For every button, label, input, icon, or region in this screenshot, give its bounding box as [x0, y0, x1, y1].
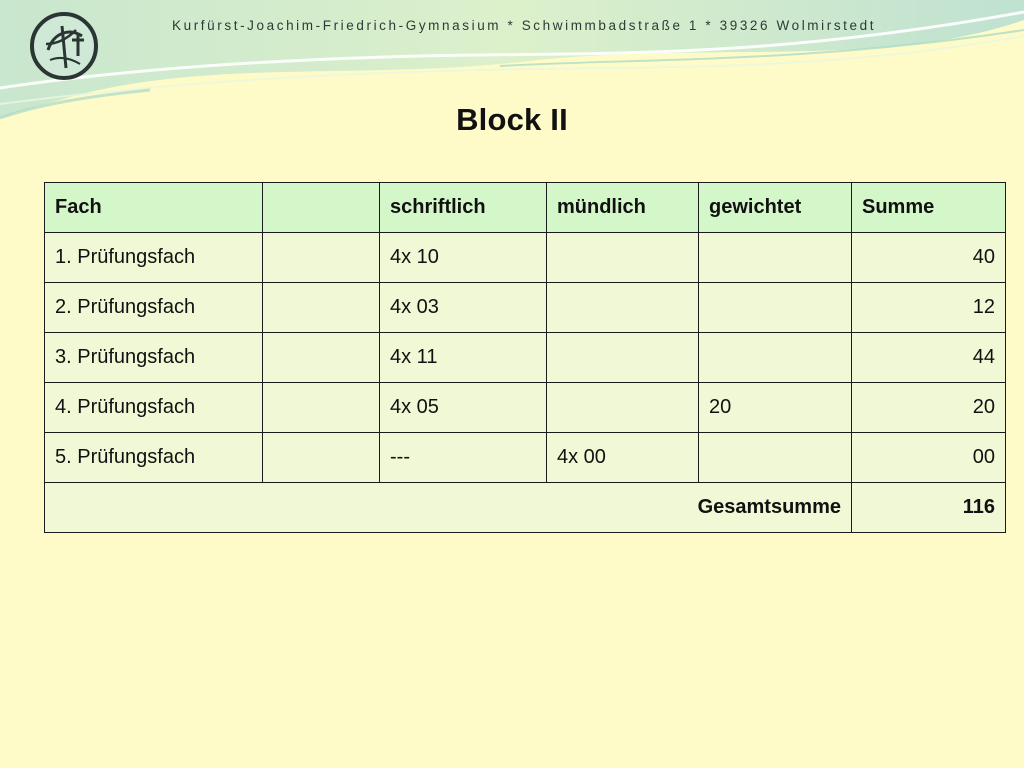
cell-gewichtet	[699, 283, 852, 333]
column-header-muendlich: mündlich	[547, 183, 699, 233]
cell-muendlich: 4x 00	[547, 433, 699, 483]
cell-schriftlich: 4x 10	[380, 233, 547, 283]
cell-muendlich	[547, 283, 699, 333]
cell-extra	[263, 433, 380, 483]
cell-summe: 44	[852, 333, 1006, 383]
cell-extra	[263, 383, 380, 433]
column-header-gewichtet: gewichtet	[699, 183, 852, 233]
cell-muendlich	[547, 383, 699, 433]
cell-fach: 3. Prüfungsfach	[45, 333, 263, 383]
column-header-schriftlich: schriftlich	[380, 183, 547, 233]
column-header-fach: Fach	[45, 183, 263, 233]
page-title: Block II	[456, 102, 568, 137]
cell-gewichtet	[699, 433, 852, 483]
column-header-blank	[263, 183, 380, 233]
cell-schriftlich: 4x 05	[380, 383, 547, 433]
total-row	[45, 483, 1006, 533]
school-address-line: Kurfürst-Joachim-Friedrich-Gymnasium * Schwimmbadstraße 1 * 39326 Wolmirstedt	[172, 18, 877, 33]
cell-summe: 00	[852, 433, 1006, 483]
column-header-summe: Summe	[852, 183, 1006, 233]
cell-gewichtet	[699, 333, 852, 383]
cell-schriftlich: 4x 03	[380, 283, 547, 333]
cell-muendlich	[547, 233, 699, 283]
cell-summe: 20	[852, 383, 1006, 433]
cell-extra	[263, 283, 380, 333]
cell-extra	[263, 233, 380, 283]
total-value: 116	[852, 483, 1006, 533]
total-label: Gesamtsumme	[45, 483, 852, 533]
cell-muendlich	[547, 333, 699, 383]
cell-schriftlich: 4x 11	[380, 333, 547, 383]
table-row	[45, 383, 1006, 433]
school-logo	[26, 10, 102, 82]
table-row	[45, 233, 1006, 283]
cell-extra	[263, 333, 380, 383]
cell-gewichtet: 20	[699, 383, 852, 433]
cell-summe: 12	[852, 283, 1006, 333]
grades-table	[44, 182, 1006, 533]
cell-fach: 4. Prüfungsfach	[45, 383, 263, 433]
cell-fach: 1. Prüfungsfach	[45, 233, 263, 283]
cell-fach: 5. Prüfungsfach	[45, 433, 263, 483]
table-row	[45, 333, 1006, 383]
cell-gewichtet	[699, 233, 852, 283]
table-row	[45, 283, 1006, 333]
table-header-row	[45, 183, 1006, 233]
table-row	[45, 433, 1006, 483]
cell-fach: 2. Prüfungsfach	[45, 283, 263, 333]
cell-summe: 40	[852, 233, 1006, 283]
cell-schriftlich: ---	[380, 433, 547, 483]
